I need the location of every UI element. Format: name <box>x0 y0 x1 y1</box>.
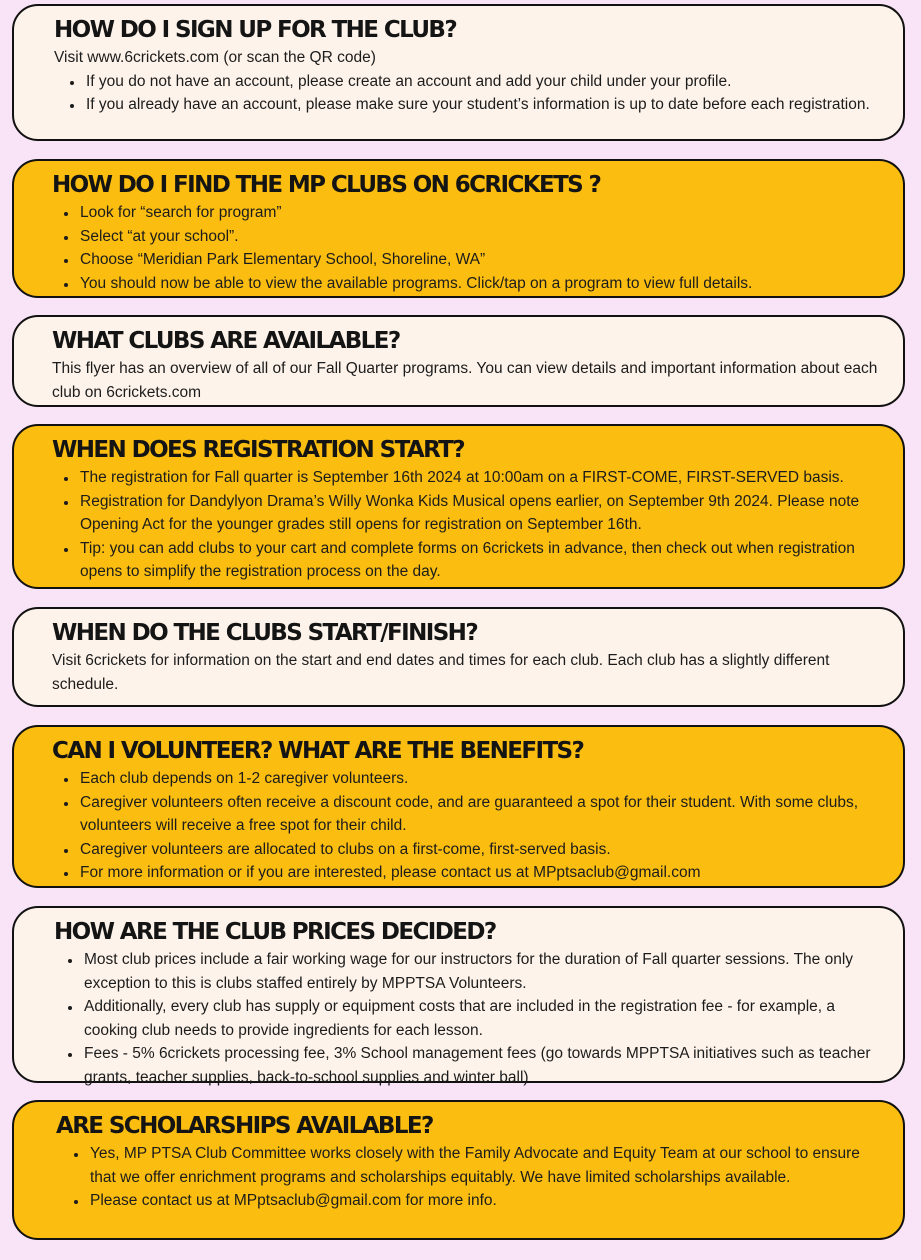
section-heading: ARE SCHOLARSHIPS AVAILABLE? <box>56 1113 433 1139</box>
section-intro: Visit www.6crickets.com (or scan the QR code) <box>54 49 376 66</box>
list-item: • Look for “search for program” <box>78 201 885 225</box>
section-heading: CAN I VOLUNTEER? WHAT ARE THE BENEFITS? <box>52 738 584 764</box>
bullet-list <box>52 767 885 885</box>
bullet-list <box>52 466 885 584</box>
section-heading: WHAT CLUBS ARE AVAILABLE? <box>52 328 400 354</box>
list-item: • Registration for Dandylyon Drama’s Willy Wonka Kids Musical opens earlier, on September 9th 2024. Please note Opening Act for the younger grades still opens for registration on September 16th. <box>78 490 885 537</box>
section-heading: WHEN DOES REGISTRATION START? <box>52 437 464 463</box>
faq-card-scholarships <box>12 1100 905 1240</box>
faq-card-clubs-available <box>12 315 905 407</box>
list-item: • Please contact us at MPptsaclub@gmail.com for more info. <box>88 1189 885 1213</box>
section-intro: This flyer has an overview of all of our Fall Quarter programs. You can view details and important information about each club on 6crickets.com <box>52 360 878 401</box>
faq-card-prices <box>12 906 905 1086</box>
section-heading: HOW ARE THE CLUB PRICES DECIDED? <box>54 919 496 945</box>
faq-card-signup <box>12 4 905 141</box>
section-intro: Visit 6crickets for information on the start and end dates and times for each club. Each club has a slightly different schedule. <box>52 652 830 693</box>
section-heading: WHEN DO THE CLUBS START/FINISH? <box>52 620 478 646</box>
section-heading: HOW DO I FIND THE MP CLUBS ON 6CRICKETS ? <box>52 172 601 198</box>
list-item: • Caregiver volunteers are allocated to clubs on a first-come, first-served basis. <box>78 838 885 862</box>
faq-card-find-clubs <box>12 159 905 298</box>
list-item: • Yes, MP PTSA Club Committee works closely with the Family Advocate and Equity Team at our school to ensure that we offer enrichment programs and scholarships equitably. We have limited scholarships available. <box>88 1142 885 1189</box>
faq-card-volunteer <box>12 725 905 888</box>
faq-card-registration-start <box>12 424 905 589</box>
faq-card-start-finish <box>12 607 905 707</box>
list-item: • Each club depends on 1-2 caregiver volunteers. <box>78 767 885 791</box>
list-item: • Caregiver volunteers often receive a discount code, and are guaranteed a spot for their student. With some clubs, volunteers will receive a free spot for their child. <box>78 791 885 838</box>
list-item: • Tip: you can add clubs to your cart and complete forms on 6crickets in advance, then check out when registration opens to simplify the registration process on the day. <box>78 537 885 584</box>
list-item: • The registration for Fall quarter is September 16th 2024 at 10:00am on a FIRST-COME, FIRST-SERVED basis. <box>78 466 885 490</box>
list-item: • You should now be able to view the available programs. Click/tap on a program to view full details. <box>78 272 885 296</box>
bullet-list <box>54 70 885 117</box>
list-item: • Fees - 5% 6crickets processing fee, 3% School management fees (go towards MPPTSA initiatives such as teacher grants, teacher supplies, back-to-school supplies and winter ball) <box>82 1042 885 1089</box>
list-item: • If you do not have an account, please create an account and add your child under your profile. <box>84 70 885 94</box>
list-item: • If you already have an account, please make sure your student’s information is up to date before each registration. <box>84 93 885 117</box>
section-heading: HOW DO I SIGN UP FOR THE CLUB? <box>54 17 457 43</box>
bullet-list <box>56 1142 885 1213</box>
list-item: • Select “at your school”. <box>78 225 885 249</box>
list-item: • Choose “Meridian Park Elementary School, Shoreline, WA” <box>78 248 885 272</box>
list-item: • Most club prices include a fair working wage for our instructors for the duration of Fall quarter sessions. The only exception to this is clubs staffed entirely by MPPTSA Volunteers. <box>82 948 885 995</box>
bullet-list <box>52 201 885 295</box>
list-item: • Additionally, every club has supply or equipment costs that are included in the registration fee - for example, a cooking club needs to provide ingredients for each lesson. <box>82 995 885 1042</box>
bullet-list <box>54 948 885 1089</box>
list-item: • For more information or if you are interested, please contact us at MPptsaclub@gmail.com <box>78 861 885 885</box>
